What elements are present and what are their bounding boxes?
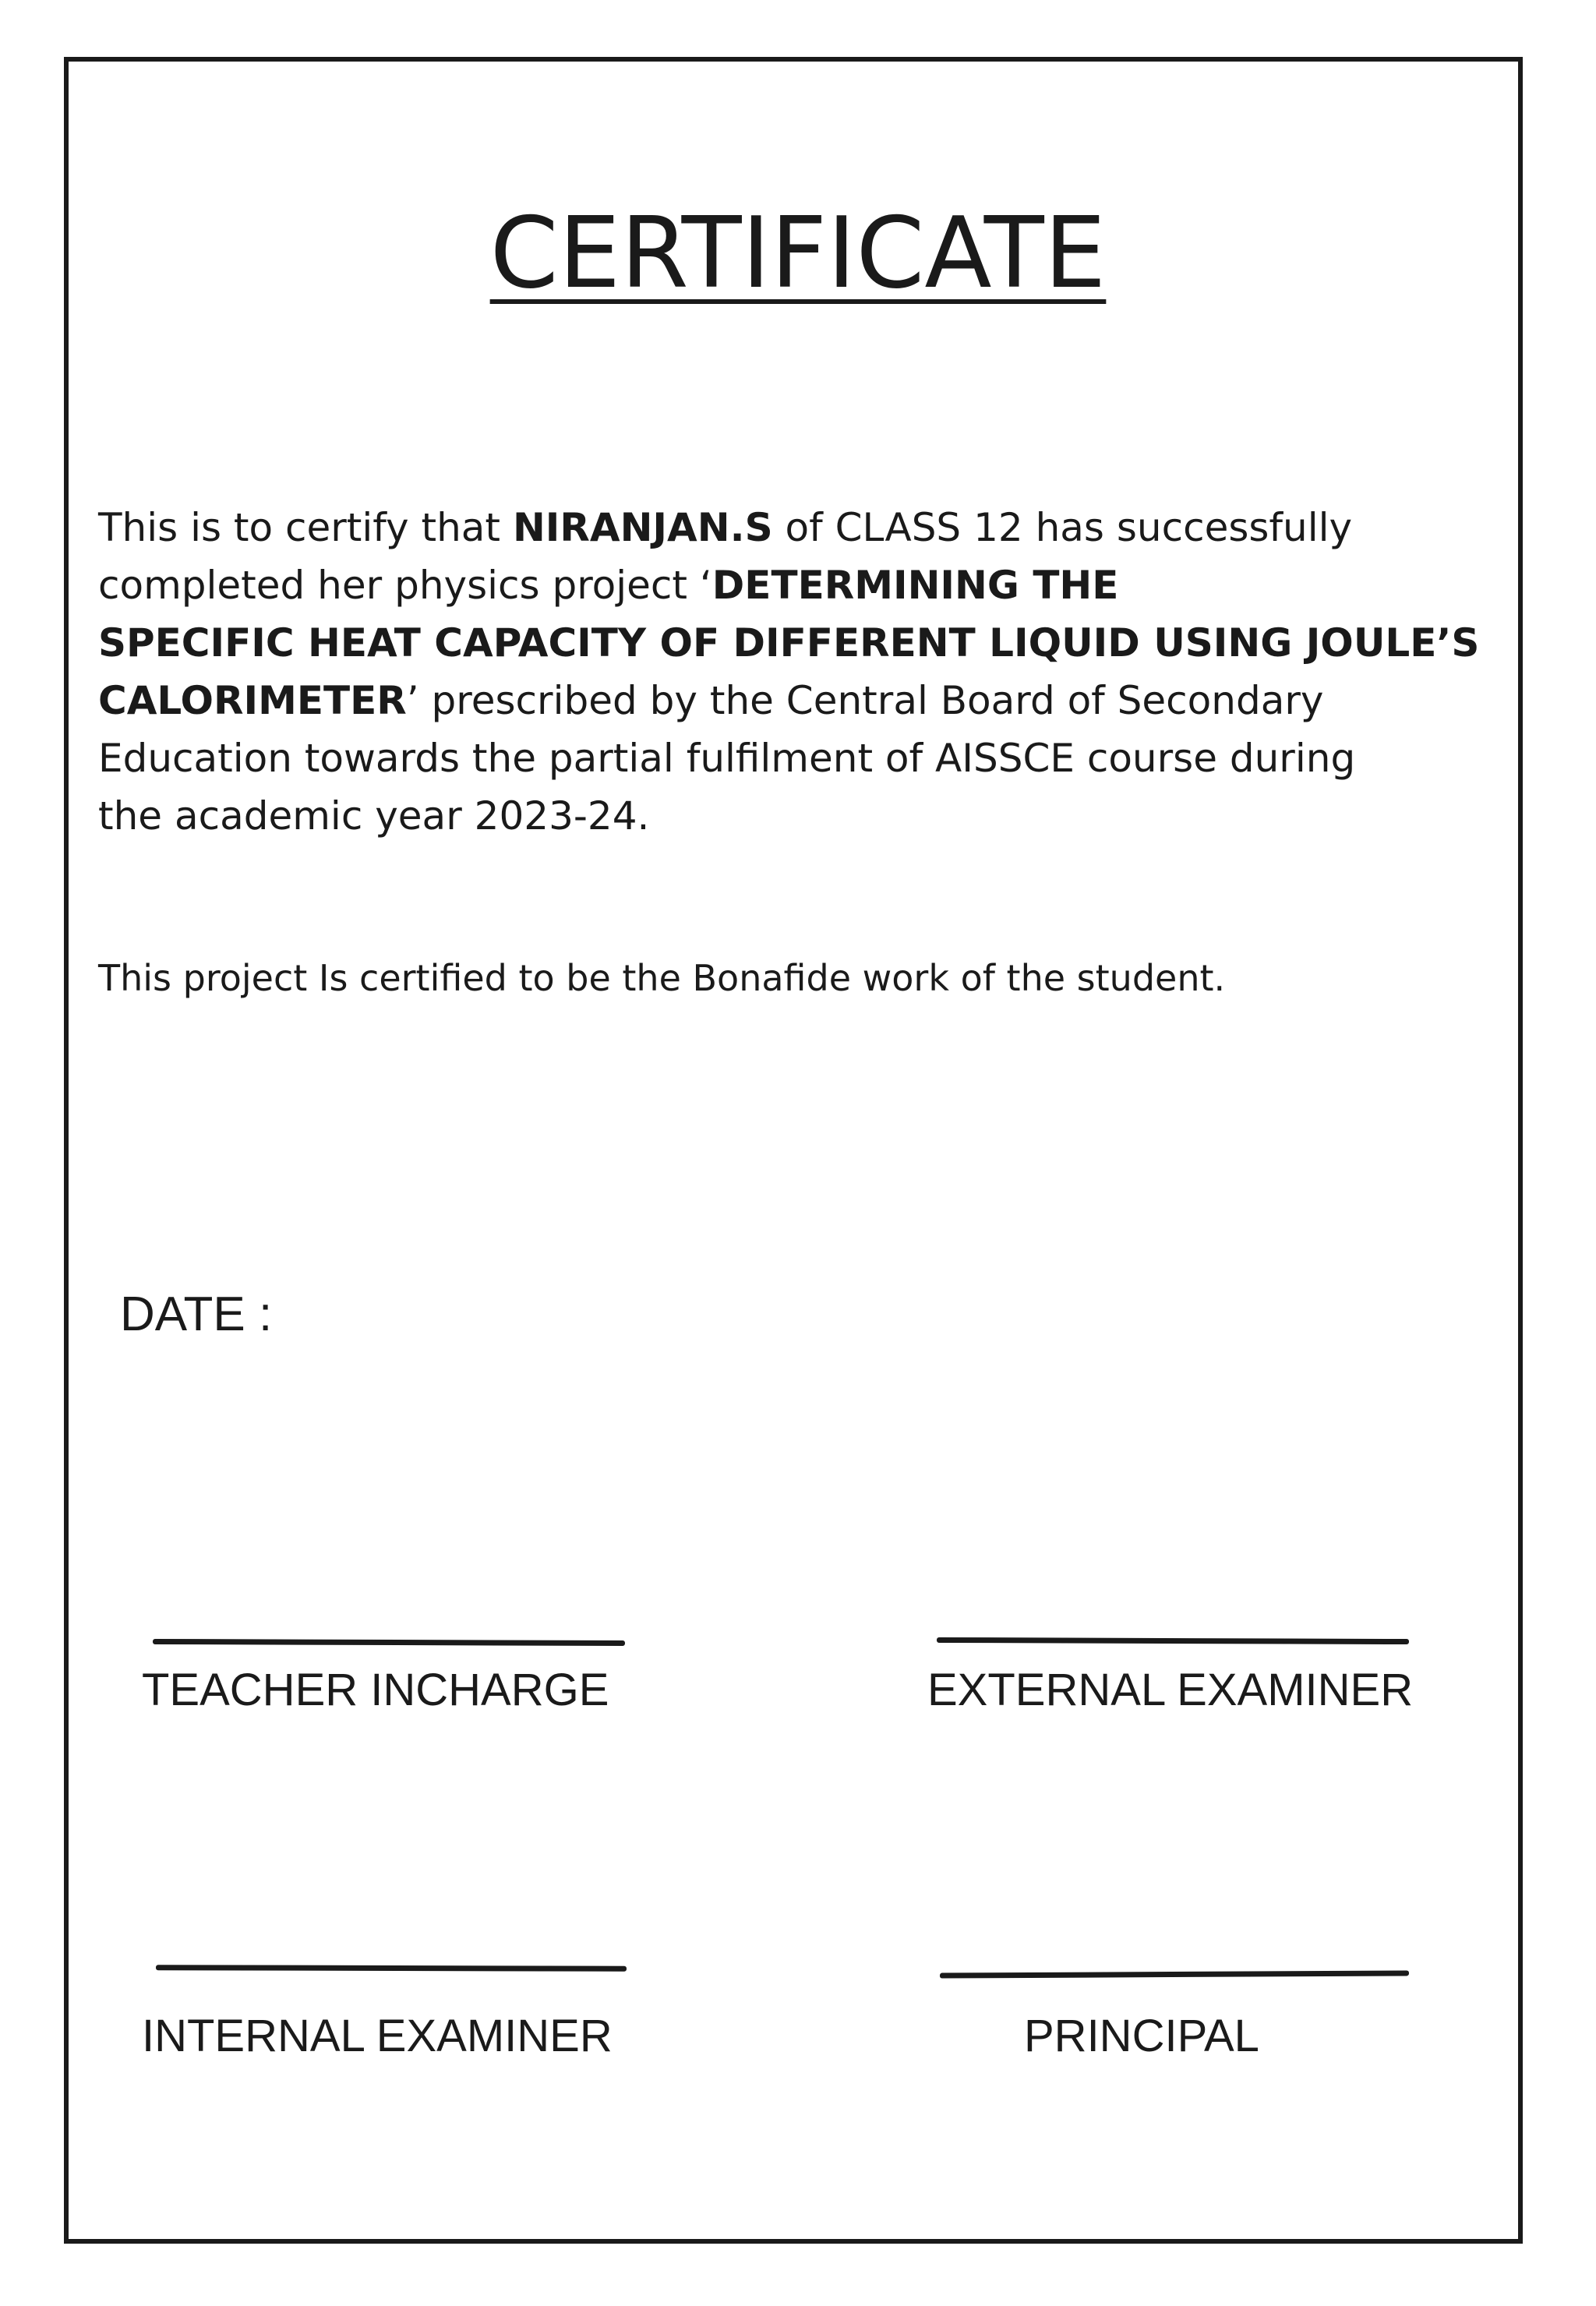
date-label: DATE : <box>120 1287 273 1341</box>
body-text: This is to certify that <box>98 505 513 550</box>
project-title: SPECIFIC HEAT CAPACITY OF DIFFERENT LIQUID USING JOULE’S <box>98 620 1480 666</box>
teacher-incharge-label: TEACHER INCHARGE <box>142 1665 609 1715</box>
certificate-body <box>98 499 1501 845</box>
student-name: NIRANJAN.S <box>512 505 773 550</box>
body-line-4 <box>98 672 1501 729</box>
body-line-5: Education towards the partial fulfilment of AISSCE course during <box>98 736 1356 781</box>
body-text: ’ prescribed by the Central Board of Secondary <box>406 678 1324 723</box>
body-text: of CLASS 12 has successfully <box>772 505 1353 550</box>
bonafide-statement: This project Is certified to be the Bonafide work of the student. <box>98 957 1226 999</box>
principal-label: PRINCIPAL <box>1024 2011 1259 2061</box>
body-line-2 <box>98 556 1501 614</box>
external-examiner-label: EXTERNAL EXAMINER <box>927 1665 1414 1715</box>
body-text: completed her physics project ‘ <box>98 563 712 608</box>
internal-examiner-label: INTERNAL EXAMINER <box>142 2011 613 2061</box>
project-title: CALORIMETER <box>98 678 407 723</box>
body-line-3 <box>98 614 1501 672</box>
certificate-border <box>64 57 1523 2244</box>
project-title: DETERMINING THE <box>711 563 1119 608</box>
body-line-6: the academic year 2023-24. <box>98 793 650 839</box>
certificate-title: CERTIFICATE <box>489 196 1107 310</box>
body-line-1 <box>98 499 1501 556</box>
